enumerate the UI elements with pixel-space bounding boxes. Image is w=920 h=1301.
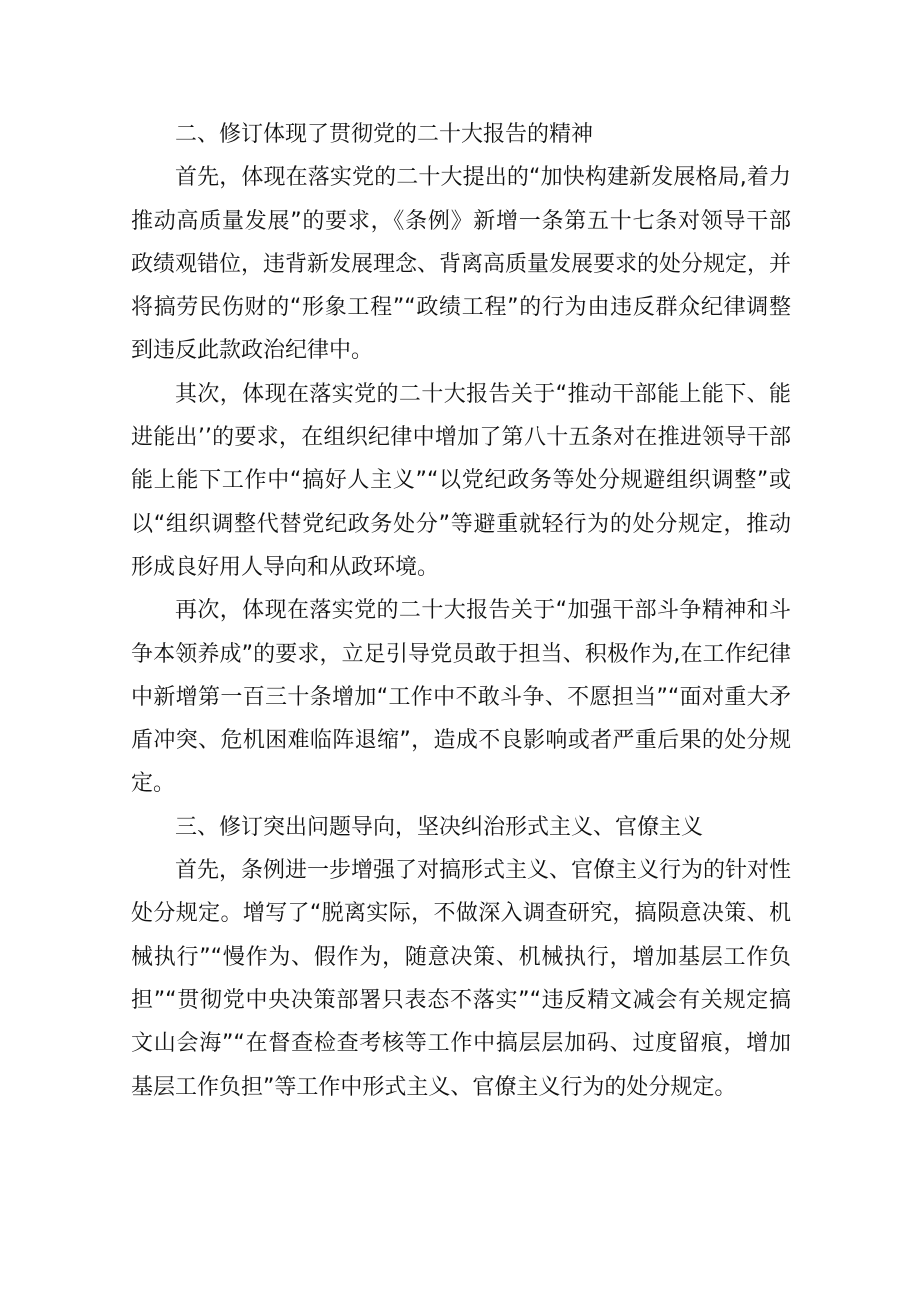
paragraph-third: 再次，体现在落实党的二十大报告关于“加强干部斗争精神和斗争本领养成”的要求，立足引导党员敢于担当、积极作为,在工作纪律中新增第一百三十条增加“工作中不敢斗争、不愿担当”“面对重大矛盾冲突、危机困难临阵退缩”，造成不良影响或者严重后果的处分规定。 [131, 598, 791, 797]
section-heading-three: 三、修订突出问题导向，坚决纠治形式主义、官僚主义 [175, 814, 704, 840]
document-body [131, 113, 791, 1109]
paragraph-second: 其次，体现在落实党的二十大报告关于“推动干部能上能下、能进能出’’的要求，在组织纪律中增加了第八十五条对在推进领导干部能上能下工作中“搞好人主义”“以党纪政务等处分规避组织调整”或以“组织调整代替党纪政务处分”等避重就轻行为的处分规定，推动形成良好用人导向和从政环境。 [131, 381, 791, 580]
section-heading-two: 二、修订体现了贯彻党的二十大报告的精神 [175, 122, 594, 147]
paragraph-first: 首先，体现在落实党的二十大提出的“加快构建新发展格局,着力推动高质量发展”的要求，《条例》新增一条第五十七条对领导干部政绩观错位，违背新发展理念、背离高质量发展要求的处分规定，并将搞劳民伤财的“形象工程”“政绩工程”的行为由违反群众纪律调整到违反此款政治纪律中。 [131, 165, 792, 364]
paragraph-fourth: 首先，条例进一步增强了对搞形式主义、官僚主义行为的针对性处分规定。增写了“脱离实际，不做深入调查研究，搞陨意决策、机械执行”“慢作为、假作为，随意决策、机械执行，增加基层工作负担”“贯彻党中央决策部署只表态不落实”“违反精文减会有关规定搞文山会海”“在督查检查考核等工作中搞层层加码、过度留痕，增加基层工作负担”等工作中形式主义、官僚主义行为的处分规定。 [131, 858, 792, 1100]
